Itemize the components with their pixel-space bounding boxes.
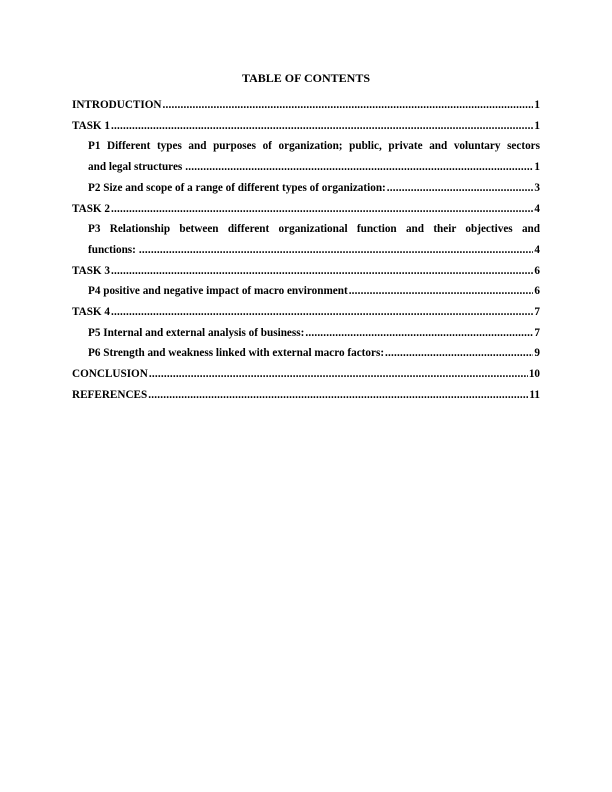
toc-entry-label: P4 positive and negative impact of macro environment [88,285,348,298]
toc-entry-task-1[interactable] [72,116,540,137]
toc-entry-label: TASK 3 [72,264,111,277]
toc-entry-label: CONCLUSION [72,368,148,381]
toc-entry-page-number: 1 [534,119,540,132]
toc-entry-label: TASK 1 [72,119,111,132]
dot-leader [111,199,533,220]
toc-entry-page-number: 10 [528,368,540,381]
toc-entry-p1[interactable] [72,136,540,177]
toc-entry-label: P5 Internal and external analysis of business: [88,326,305,339]
toc-entry-label: REFERENCES [72,388,148,401]
toc-entry-page-number: 1 [534,99,540,111]
dot-leader [111,302,533,323]
dot-leader [387,178,534,199]
toc-entry-page-number: 6 [534,264,540,277]
toc-entry-page-number: 7 [534,326,540,339]
dot-leader [149,364,528,385]
toc-entry-label: P2 Size and scope of a range of different types of organization: [88,181,386,194]
toc-entry-page-number: 4 [534,202,540,215]
toc-entry-label-line-2: functions: [88,243,136,256]
toc-entry-label: TASK 2 [72,202,111,215]
dot-leader [349,281,534,302]
toc-entry-last-line [88,240,540,261]
toc-entry-references[interactable] [72,385,540,406]
toc-entry-task-3[interactable] [72,261,540,282]
toc-entry-p5[interactable] [72,323,540,344]
toc-entry-label-line-2: and legal structures [88,161,183,174]
toc-entry-page-number: 11 [529,388,540,401]
dot-leader [385,343,533,364]
toc-entry-label: TASK 4 [72,306,111,319]
toc-entry-conclusion[interactable] [72,364,540,385]
toc-entry-p2[interactable] [72,178,540,199]
dot-leader [139,240,534,261]
toc-entry-introduction[interactable] [72,95,540,116]
toc-entry-p3[interactable] [72,219,540,260]
toc-title: TABLE OF CONTENTS [241,71,371,85]
dot-leader [111,261,533,282]
table-of-contents [72,95,540,406]
toc-entry-label: P6 Strength and weakness linked with external macro factors: [88,347,385,360]
toc-entry-page-number: 4 [534,243,540,256]
dot-leader [305,323,533,344]
toc-entry-page-number: 6 [534,285,540,298]
dot-leader [148,385,528,406]
toc-entry-p4[interactable] [72,281,540,302]
dot-leader [185,157,533,178]
toc-entry-task-2[interactable] [72,199,540,220]
toc-entry-label-line-1: P3 Relationship between different organizational function and their objectives and [88,223,540,236]
toc-entry-page-number: 3 [534,181,540,194]
dot-leader [163,95,534,116]
toc-entry-p6[interactable] [72,343,540,364]
toc-entry-page-number: 7 [534,306,540,319]
toc-entry-task-4[interactable] [72,302,540,323]
toc-entry-label: INTRODUCTION [72,99,162,111]
toc-entry-page-number: 9 [534,347,540,360]
toc-entry-label-line-1: P1 Different types and purposes of organization; public, private and voluntary sectors [88,140,540,153]
toc-entry-last-line [88,157,540,178]
toc-entry-page-number: 1 [534,161,540,174]
dot-leader [111,116,533,137]
